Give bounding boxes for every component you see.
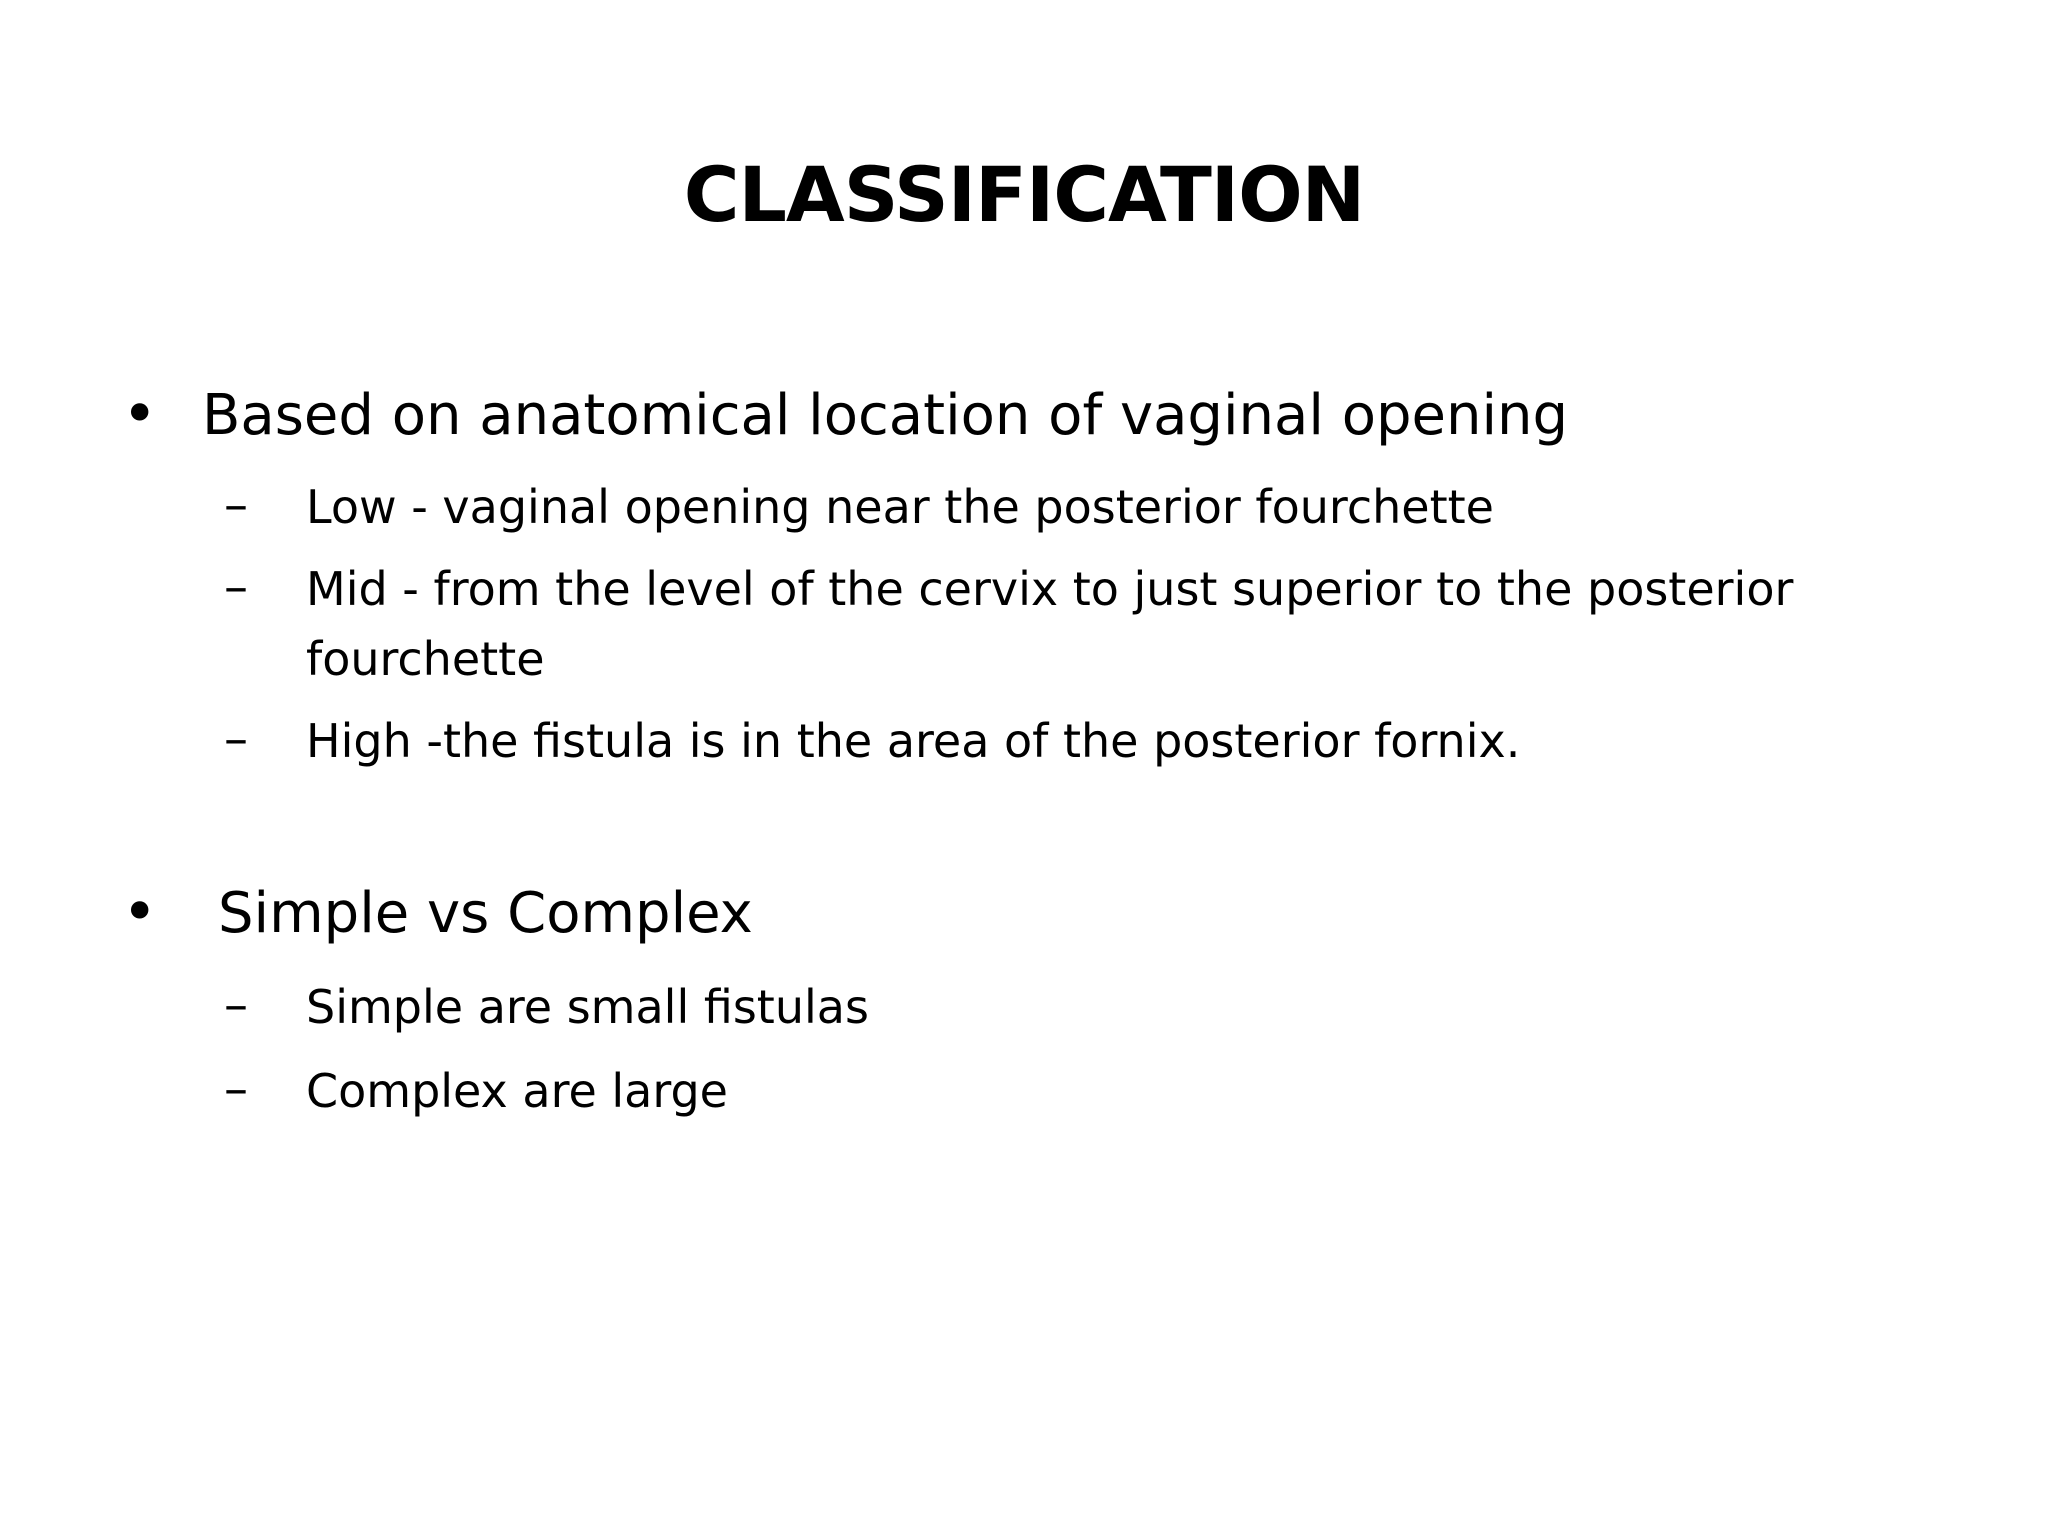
subitem-complex: Complex are large — [306, 1064, 728, 1118]
subitem-high: High -the fistula is in the area of the posterior fornix. — [306, 714, 1521, 768]
subitem-low: Low - vaginal opening near the posterior fourchette — [306, 480, 1494, 534]
bullet-text-simple-complex: Simple vs Complex — [218, 881, 753, 946]
subitem-simple: Simple are small fistulas — [306, 980, 869, 1034]
bullet-text-location: Based on anatomical location of vaginal opening — [202, 383, 1569, 448]
dash-marker: – — [224, 559, 248, 615]
dash-marker: – — [224, 1061, 248, 1117]
bullet-marker: • — [122, 379, 158, 449]
bullet-marker: • — [122, 877, 158, 947]
subitem-mid-continuation: fourchette — [306, 632, 545, 686]
slide-title: CLASSIFICATION — [683, 150, 1365, 239]
dash-marker: – — [224, 477, 248, 533]
dash-marker: – — [224, 977, 248, 1033]
dash-marker: – — [224, 711, 248, 767]
subitem-mid: Mid - from the level of the cervix to just superior to the posterior — [306, 562, 1794, 616]
